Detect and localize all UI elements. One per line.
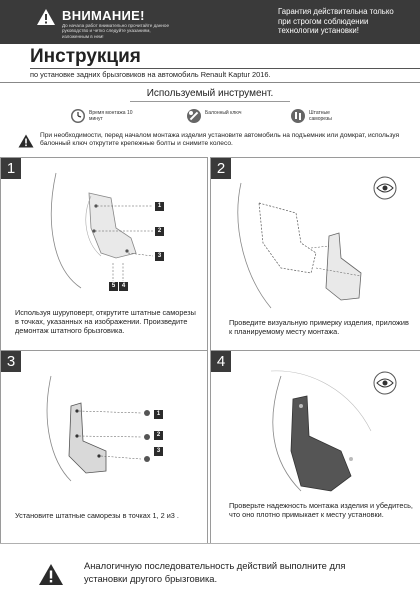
step-3-number: 3 [1,351,21,372]
footer-warning-icon [38,563,64,586]
clock-icon [70,108,86,124]
section-divider [0,82,420,83]
warning-icon [36,8,56,26]
step-2-caption: Проведите визуальную примерку изделия, приложив к планируемому месту монтажа. [229,318,409,337]
step-1-callout-2: 2 [155,227,164,236]
step-1-callout-3: 3 [155,252,164,261]
wrench-icon [186,108,202,124]
step-1-number: 1 [1,158,21,179]
step-2-panel [210,157,420,351]
tools-underline [130,101,290,102]
warning-note-icon [18,134,34,148]
tool-label-time: Время монтажа 10 минут [89,110,133,122]
step-1-callout-1: 1 [155,202,164,211]
step-3-panel [0,350,208,544]
step-1-callout-4: 4 [119,282,128,291]
guarantee-text: Гарантия действительна только при строгом соблюдении технологии установки! [278,7,394,36]
footer-note-text: Аналогичную последовательность действий выполните для установки другого брызговика. [84,560,346,584]
screws-icon [290,108,306,124]
step-1-panel [0,157,208,351]
step-3-callout-3: 3 [154,447,163,456]
step-4-number: 4 [211,351,231,372]
page-title: Инструкция [30,46,141,67]
page-subtitle: по установке задних брызговиков на автомобиль Renault Kaptur 2016. [30,70,271,79]
step-4-panel [210,350,420,544]
step-3-callout-1: 1 [154,410,163,419]
warning-text: До начала работ внимательно прочитайте данное руководство и четко следуйте указаниям, изложенным в нем! [62,23,170,39]
title-divider [30,68,420,69]
step-3-callout-2: 2 [154,431,163,440]
step-1-callout-5: 5 [109,282,118,291]
preparation-note: При необходимости, перед началом монтажа изделия установите автомобиль на подъемник или домкрат, используя балонный ключ открутите крепежные болты и снимите колесо. [40,132,400,148]
step-1-caption: Используя шуруповерт, открутите штатные саморезы в точках, указанных на изображении. Произведите демонтаж штатного брызговика. [15,308,196,336]
warning-title: ВНИМАНИЕ! [62,8,145,23]
tools-heading: Используемый инструмент. [146,88,274,99]
step-4-caption: Проверьте надежность монтажа изделия и убедитесь, что оно плотно примыкает к месту установки. [229,501,413,520]
step-3-caption: Установите штатные саморезы в точках 1, 2 и3 . [15,511,179,520]
tool-label-wrench: Балонный ключ [205,110,242,116]
step-2-number: 2 [211,158,231,179]
tool-label-screws: Штатные саморезы [309,110,332,122]
